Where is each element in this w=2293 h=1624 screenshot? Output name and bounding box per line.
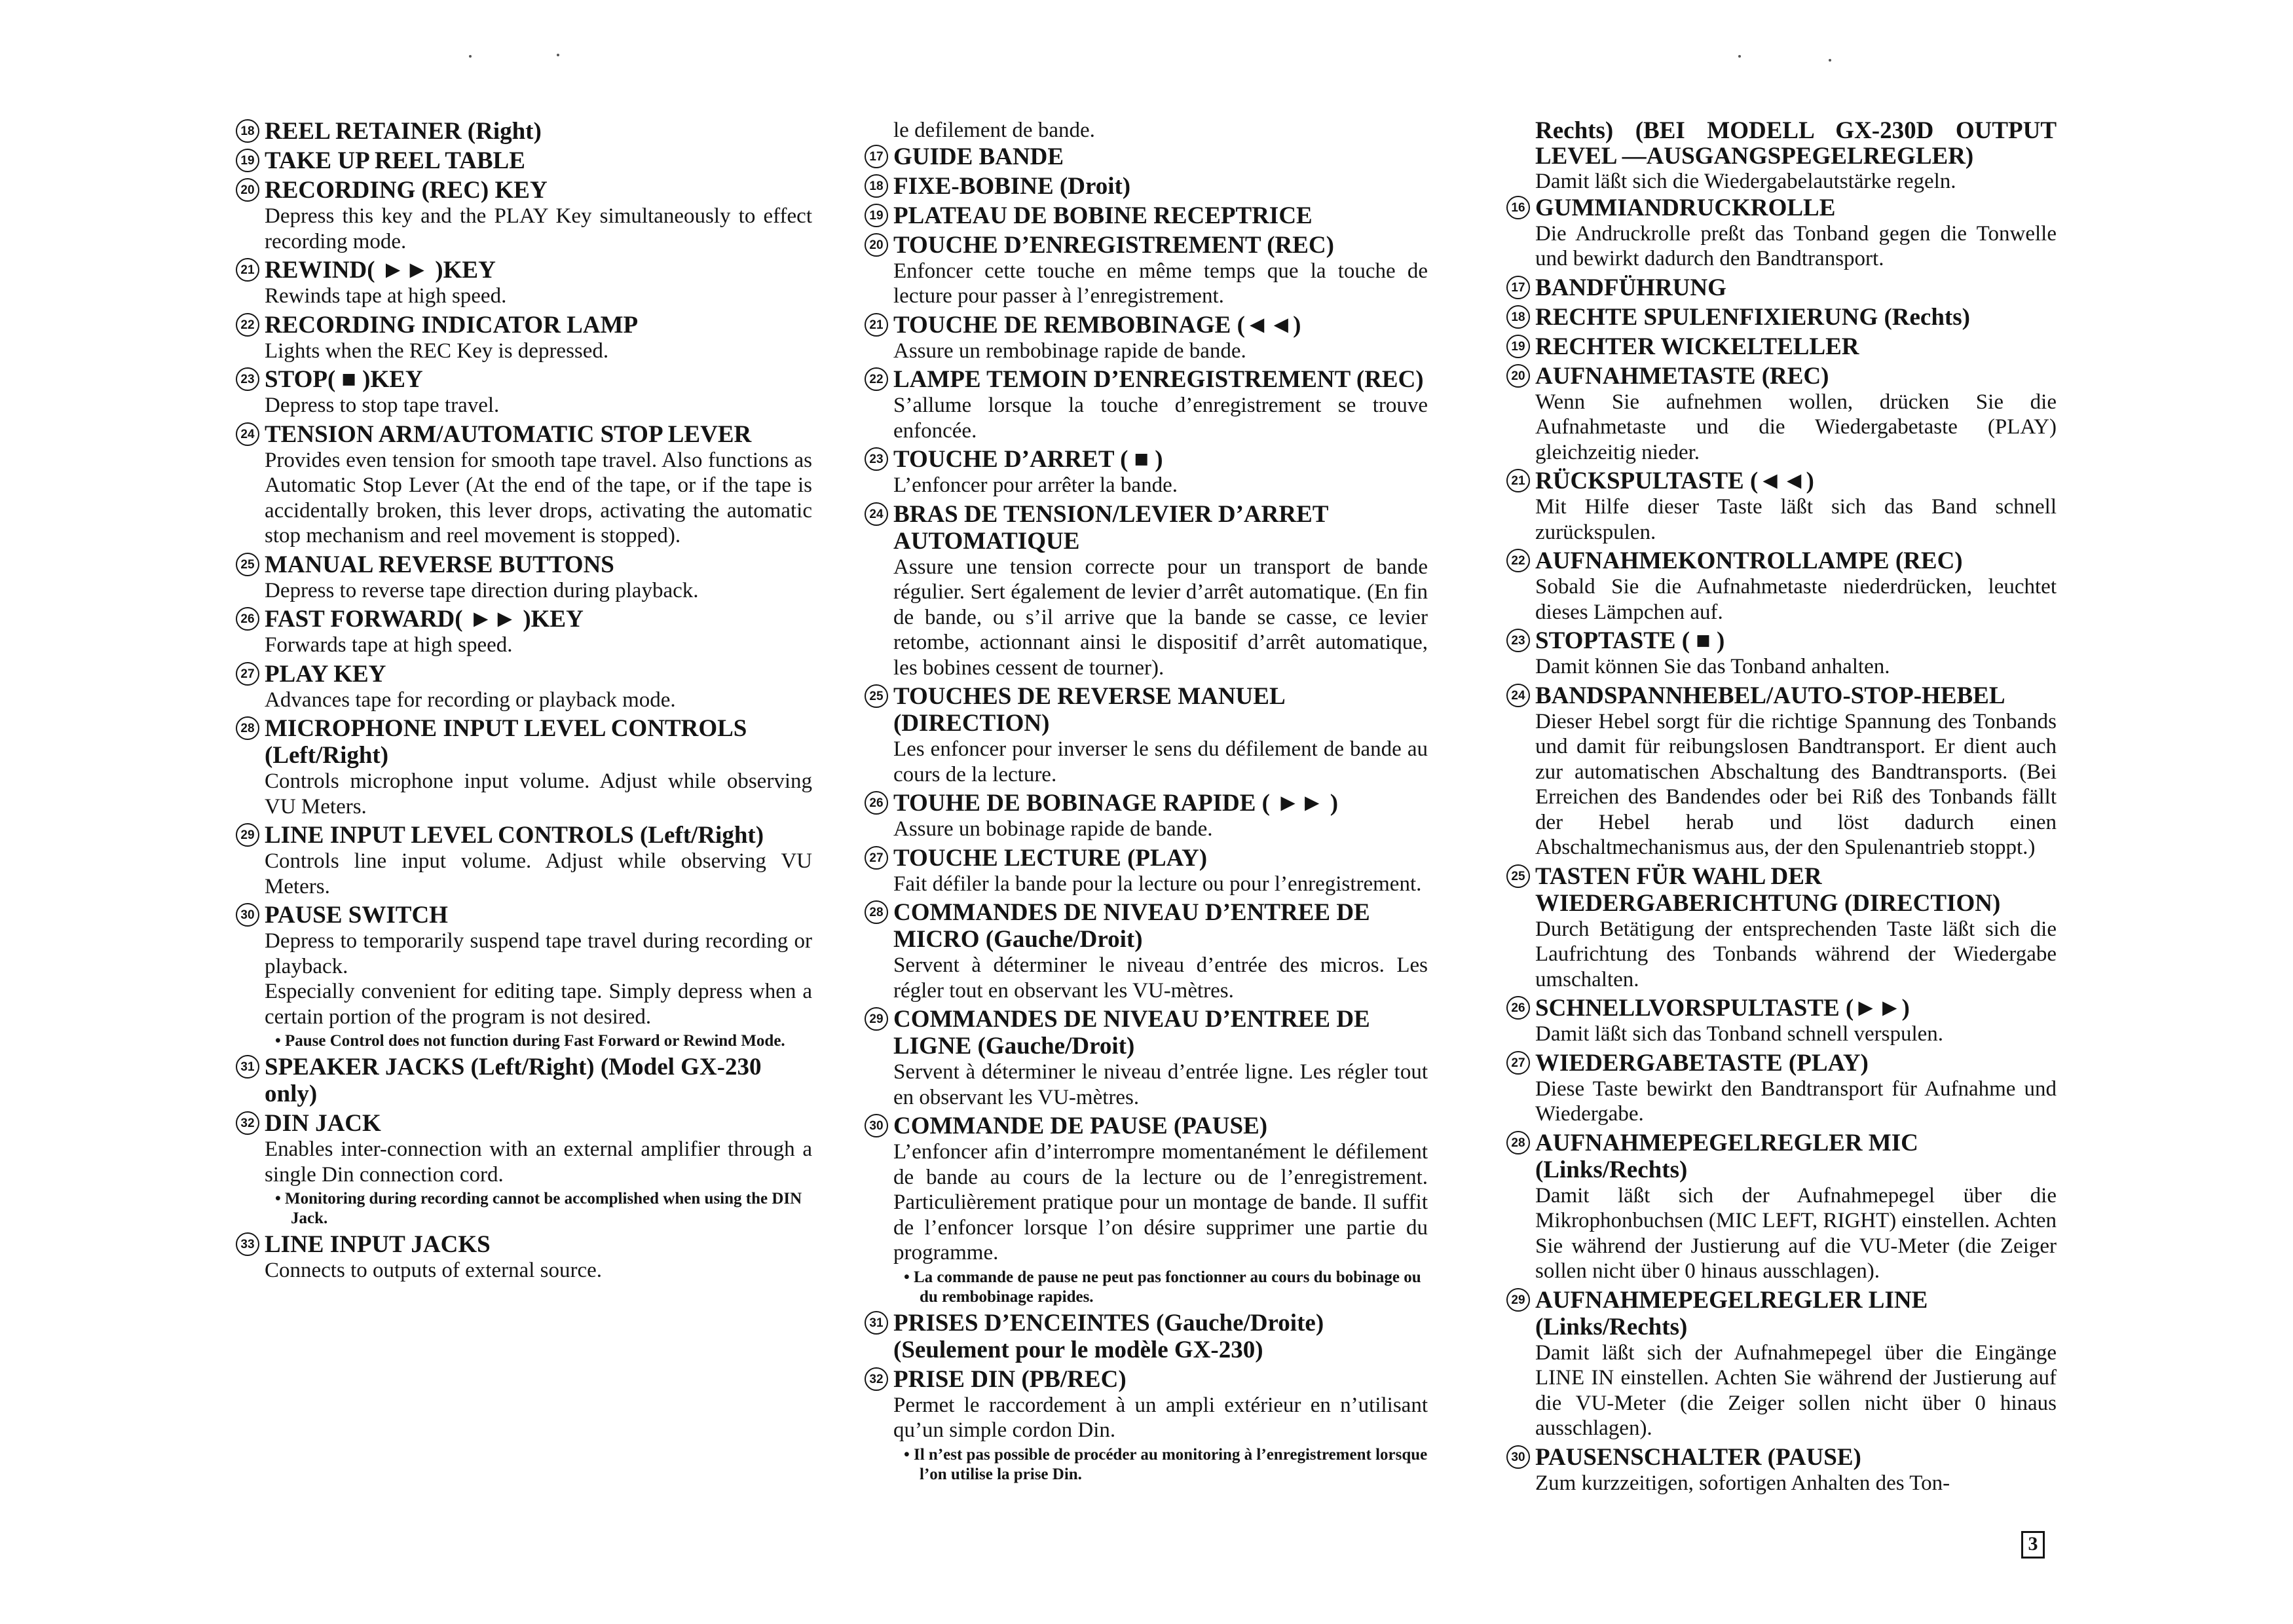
entry-heading xyxy=(236,366,812,393)
entry-title: LINE INPUT JACKS xyxy=(265,1231,491,1258)
item-number-badge: 28 xyxy=(236,716,259,740)
item-number-badge: 31 xyxy=(865,1311,888,1335)
manual-entry xyxy=(865,446,1428,498)
entry-description: Fait défiler la bande pour la lecture ou pour l’enregistrement. xyxy=(893,872,1422,896)
item-number-badge: 30 xyxy=(236,903,259,927)
entry-heading xyxy=(865,232,1428,259)
manual-entry xyxy=(236,118,812,145)
entry-title: BANDSPANNHEBEL/AUTO-STOP-HEBEL xyxy=(1535,682,2005,709)
manual-entry xyxy=(236,1110,812,1228)
manual-entry xyxy=(865,1113,1428,1307)
french-column xyxy=(865,118,1428,1487)
entry-heading xyxy=(865,1006,1428,1060)
item-number-badge: 29 xyxy=(865,1007,888,1031)
entry-heading xyxy=(236,312,812,339)
entry-description: Servent à déterminer le niveau d’entrée ligne. Les régler tout en observant les VU-mètres. xyxy=(893,1060,1428,1109)
entry-heading xyxy=(1506,1444,2057,1471)
entry-title: TOUCHES DE REVERSE MANUEL (DIRECTION) xyxy=(893,683,1284,737)
manual-entry xyxy=(865,1006,1428,1110)
manual-entry xyxy=(865,173,1428,200)
item-number-badge: 30 xyxy=(865,1114,888,1137)
entry-heading xyxy=(865,1366,1428,1393)
scan-speck xyxy=(557,54,559,56)
entry-description: Servent à déterminer le niveau d’entrée des micros. Les régler tout en observant les VU-mètres. xyxy=(893,953,1428,1003)
entry-heading xyxy=(1506,627,2057,654)
entry-heading xyxy=(865,1113,1428,1139)
entry-description: Enables inter-connection with an external amplifier through a single Din connection cord. xyxy=(265,1137,812,1187)
entry-note: • Monitoring during recording cannot be accomplished when using the DIN Jack. xyxy=(275,1190,802,1227)
entry-title: RECHTE SPULENFIXIERUNG (Rechts) xyxy=(1535,303,1970,331)
manual-entry xyxy=(1506,1287,2057,1441)
manual-entry xyxy=(1506,363,2057,466)
manual-entry xyxy=(865,143,1428,170)
item-number-badge: 31 xyxy=(236,1055,259,1079)
entry-heading xyxy=(236,822,812,849)
entry-heading xyxy=(865,683,1428,737)
entry-title: BRAS DE TENSION/LEVIER D’ARRET AUTOMATIQUE xyxy=(893,500,1328,555)
item-number-badge: 18 xyxy=(236,119,259,143)
entry-description: Depress to temporarily suspend tape travel during recording or playback. xyxy=(265,929,812,978)
item-number-badge: 26 xyxy=(236,607,259,631)
entry-description: Durch Betätigung der entsprechenden Taste läßt sich die Laufrichtung des Tonbands während der Wiedergabe umschalten. xyxy=(1535,917,2057,991)
item-number-badge: 21 xyxy=(1506,469,1530,492)
entry-description: Depress to reverse tape direction during playback. xyxy=(265,578,699,602)
manual-entry xyxy=(1506,547,2057,625)
entry-heading xyxy=(236,257,812,284)
manual-entry xyxy=(1506,682,2057,860)
french-lead-text: le defilement de bande. xyxy=(893,119,1095,142)
entry-title: AUFNAHMETASTE (REC) xyxy=(1535,362,1829,390)
entry-title: RECHTER WICKELTELLER xyxy=(1535,333,1859,360)
item-number-badge: 23 xyxy=(865,447,888,471)
entry-heading xyxy=(1506,1130,2057,1183)
entry-heading xyxy=(236,1110,812,1137)
german-column xyxy=(1506,118,2057,1498)
entry-description: Assure un rembobinage rapide de bande. xyxy=(893,339,1246,363)
entry-description: Provides even tension for smooth tape travel. Also functions as Automatic Stop Lever (At the end of the tape, or if the tape is accidentally broken, this lever drops, activating the automatic stop mechanism and reel movement is stopped). xyxy=(265,448,812,547)
entry-title: PAUSENSCHALTER (PAUSE) xyxy=(1535,1443,1861,1471)
page-number: 3 xyxy=(2021,1531,2045,1559)
entry-heading xyxy=(865,501,1428,555)
entry-title: MICROPHONE INPUT LEVEL CONTROLS (Left/Right) xyxy=(265,715,747,769)
entry-heading xyxy=(236,421,812,448)
item-number-badge: 21 xyxy=(865,313,888,337)
manual-entry xyxy=(865,899,1428,1003)
manual-entry xyxy=(865,683,1428,787)
entry-heading xyxy=(1506,363,2057,390)
entry-title: AUFNAHMEPEGELREGLER LINE (Links/Rechts) xyxy=(1535,1286,1928,1340)
entry-description: Sobald Sie die Aufnahmetaste niederdrücken, leuchtet dieses Lämpchen auf. xyxy=(1535,575,2057,624)
entry-description: Controls microphone input volume. Adjust while observing VU Meters. xyxy=(265,769,812,819)
entry-description: S’allume lorsque la touche d’enregistrement se trouve enfoncée. xyxy=(893,394,1428,443)
entry-description: Assure une tension correcte pour un transport de bande régulier. Sert également de levier d’arrêt automatique. (En fin de bande, ou s’il arrive que la bande se casse, ce levier retombe, actionnant ainsi le dispositif d’arrêt automatique, les bobines cessent de tourner). xyxy=(893,555,1428,680)
entry-title: FAST FORWARD( ►► )KEY xyxy=(265,606,584,633)
item-number-badge: 19 xyxy=(865,204,888,227)
entry-description: Die Andruckrolle preßt das Tonband gegen die Tonwelle und bewirkt dadurch den Bandtransport. xyxy=(1535,221,2057,270)
entry-description: Enfoncer cette touche en même temps que la touche de lecture pour passer à l’enregistrement. xyxy=(893,259,1428,308)
entry-title: DIN JACK xyxy=(265,1110,381,1137)
item-number-badge: 18 xyxy=(865,174,888,198)
manual-entry xyxy=(236,822,812,899)
entry-note: • La commande de pause ne peut pas fonctionner au cours du bobinage ou du rembobinage rapides. xyxy=(904,1268,1421,1306)
entry-heading xyxy=(1506,863,2057,917)
scan-speck xyxy=(1738,55,1741,58)
entry-heading xyxy=(236,118,812,145)
item-number-badge: 26 xyxy=(1506,996,1530,1020)
manual-entry xyxy=(865,790,1428,842)
item-number-badge: 24 xyxy=(236,422,259,446)
entry-heading xyxy=(1506,194,2057,221)
manual-entry xyxy=(236,1054,812,1107)
manual-entry xyxy=(236,606,812,658)
entry-heading xyxy=(865,202,1428,229)
entry-heading xyxy=(865,790,1428,817)
entry-description: Mit Hilfe dieser Taste läßt sich das Band schnell zurückspulen. xyxy=(1535,495,2057,544)
entry-title: TASTEN FÜR WAHL DER WIEDERGABERICHTUNG (DIRECTION) xyxy=(1535,862,2001,917)
entry-heading xyxy=(236,1054,812,1107)
entry-description: L’enfoncer afin d’interrompre momentanément le défilement de bande au cours de la lecture ou de l’enregistrement. Particulièrement pratique pour un montage de bande. Il suffit de l’enfoncer lorsque l’on désire supprimer une partie du programme. xyxy=(893,1140,1428,1264)
entry-title: RÜCKSPULTASTE (◄◄) xyxy=(1535,468,1814,494)
item-number-badge: 25 xyxy=(865,684,888,708)
manual-entry xyxy=(1506,1050,2057,1127)
item-number-badge: 25 xyxy=(236,553,259,576)
item-number-badge: 30 xyxy=(1506,1445,1530,1469)
entry-title: COMMANDES DE NIVEAU D’ENTREE DE LIGNE (Gauche/Droit) xyxy=(893,1006,1370,1060)
scan-speck xyxy=(469,55,472,58)
entry-title: LAMPE TEMOIN D’ENREGISTREMENT (REC) xyxy=(893,366,1424,393)
item-number-badge: 28 xyxy=(865,900,888,924)
entry-title: TENSION ARM/AUTOMATIC STOP LEVER xyxy=(265,420,752,448)
manual-entry xyxy=(1506,304,2057,331)
entry-description: Zum kurzzeitigen, sofortigen Anhalten des Ton- xyxy=(1535,1471,1950,1495)
item-number-badge: 27 xyxy=(865,846,888,870)
entry-title: STOPTASTE ( ■ ) xyxy=(1535,627,1725,654)
entry-title: GUIDE BANDE xyxy=(893,143,1064,170)
entry-heading xyxy=(236,661,812,688)
manual-entry xyxy=(1506,627,2057,680)
entry-title: PLAY KEY xyxy=(265,660,386,688)
entry-description: Damit läßt sich der Aufnahmepegel über die Eingänge LINE IN einstellen. Achten Sie während der Justierung auf die VU-Meter (die Zeiger sollen nicht über 0 hinaus ausschlagen). xyxy=(1535,1340,2057,1440)
item-number-badge: 16 xyxy=(1506,196,1530,219)
item-number-badge: 18 xyxy=(1506,305,1530,329)
item-number-badge: 17 xyxy=(1506,276,1530,299)
manual-entry xyxy=(1506,333,2057,360)
manual-entry xyxy=(236,257,812,309)
manual-entry xyxy=(236,551,812,604)
item-number-badge: 23 xyxy=(236,367,259,391)
item-number-badge: 19 xyxy=(1506,335,1530,358)
manual-entry xyxy=(236,421,812,549)
entry-title: RECORDING (REC) KEY xyxy=(265,177,548,204)
entry-title: MANUAL REVERSE BUTTONS xyxy=(265,551,614,578)
entry-title: AUFNAHMEPEGELREGLER MIC (Links/Rechts) xyxy=(1535,1129,1918,1183)
manual-entry xyxy=(1506,995,2057,1047)
item-number-badge: 21 xyxy=(236,258,259,282)
entry-title: COMMANDE DE PAUSE (PAUSE) xyxy=(893,1113,1268,1139)
entry-description: Lights when the REC Key is depressed. xyxy=(265,339,609,363)
item-number-badge: 24 xyxy=(1506,684,1530,707)
german-lead-title: Rechts) (BEI MODELL GX-230D OUTPUT LEVEL —AUSGANGSPEGELREGLER) xyxy=(1535,117,2057,170)
entry-heading xyxy=(1506,547,2057,574)
entry-title: TOUCHE D’ARRET ( ■ ) xyxy=(893,446,1163,473)
entry-description: Connects to outputs of external source. xyxy=(265,1259,603,1282)
entry-description: Les enfoncer pour inverser le sens du défilement de bande au cours de la lecture. xyxy=(893,737,1428,786)
entry-description: Rewinds tape at high speed. xyxy=(265,284,507,308)
manual-entry xyxy=(236,715,812,819)
entry-heading xyxy=(1506,274,2057,301)
entry-description: Assure un bobinage rapide de bande. xyxy=(893,817,1213,841)
entry-description: Depress to stop tape travel. xyxy=(265,394,500,417)
item-number-badge: 24 xyxy=(865,502,888,526)
entry-title: AUFNAHMEKONTROLLAMPE (REC) xyxy=(1535,547,1963,574)
item-number-badge: 29 xyxy=(236,823,259,847)
entry-heading xyxy=(1506,333,2057,360)
entry-title: BANDFÜHRUNG xyxy=(1535,274,1726,301)
item-number-badge: 27 xyxy=(1506,1051,1530,1075)
entry-heading xyxy=(865,366,1428,393)
entry-heading xyxy=(236,606,812,633)
item-number-badge: 22 xyxy=(1506,549,1530,572)
entry-description: Forwards tape at high speed. xyxy=(265,633,513,657)
manual-entry xyxy=(236,902,812,1051)
entry-heading xyxy=(1506,468,2057,494)
manual-entry xyxy=(236,147,812,174)
entry-title: STOP( ■ )KEY xyxy=(265,366,423,393)
entry-description: Wenn Sie aufnehmen wollen, drücken Sie die Aufnahmetaste und die Wiedergabetaste (PLAY) gleichzeitig nieder. xyxy=(1535,390,2057,464)
english-column xyxy=(236,118,812,1286)
item-number-badge: 32 xyxy=(236,1111,259,1135)
manual-entry xyxy=(1506,274,2057,301)
manual-entry xyxy=(865,312,1428,364)
entry-heading xyxy=(236,902,812,929)
item-number-badge: 20 xyxy=(236,178,259,202)
item-number-badge: 28 xyxy=(1506,1131,1530,1154)
manual-entry xyxy=(236,366,812,418)
entry-heading xyxy=(865,143,1428,170)
entry-title: COMMANDES DE NIVEAU D’ENTREE DE MICRO (Gauche/Droit) xyxy=(893,899,1370,953)
entry-title: SCHNELLVORSPULTASTE (►►) xyxy=(1535,995,1910,1022)
entry-title: FIXE-BOBINE (Droit) xyxy=(893,172,1131,200)
manual-entry xyxy=(236,177,812,254)
entry-heading xyxy=(236,177,812,204)
entry-heading xyxy=(1506,995,2057,1022)
item-number-badge: 25 xyxy=(1506,864,1530,888)
entry-title: PLATEAU DE BOBINE RECEPTRICE xyxy=(893,202,1313,229)
entry-title: SPEAKER JACKS (Left/Right) (Model GX-230 only) xyxy=(265,1054,762,1107)
entry-description: Depress this key and the PLAY Key simultaneously to effect recording mode. xyxy=(265,204,812,253)
entry-title: TAKE UP REEL TABLE xyxy=(265,147,525,174)
item-number-badge: 22 xyxy=(865,367,888,391)
entry-heading xyxy=(236,1231,812,1258)
entry-title: PRISE DIN (PB/REC) xyxy=(893,1365,1127,1393)
entry-description: Advances tape for recording or playback mode. xyxy=(265,688,676,712)
entry-heading xyxy=(865,312,1428,339)
entry-description: Permet le raccordement à un ampli extérieur en n’utilisant qu’un simple cordon Din. xyxy=(893,1393,1428,1442)
entry-title: TOUCHE D’ENREGISTREMENT (REC) xyxy=(893,231,1334,259)
manual-entry xyxy=(1506,1444,2057,1496)
manual-entry xyxy=(865,1366,1428,1485)
item-number-badge: 17 xyxy=(865,145,888,168)
entry-description: Damit läßt sich das Tonband schnell verspulen. xyxy=(1535,1022,1944,1046)
entry-heading xyxy=(865,899,1428,953)
item-number-badge: 27 xyxy=(236,662,259,686)
manual-entry xyxy=(865,366,1428,443)
entry-note: • Il n’est pas possible de procéder au monitoring à l’enregistrement lorsque l’on utilise la prise Din. xyxy=(904,1445,1428,1483)
entry-title: TOUCHE DE REMBOBINAGE (◄◄) xyxy=(893,311,1301,339)
entry-heading xyxy=(1506,682,2057,709)
entry-description: L’enfoncer pour arrêter la bande. xyxy=(893,473,1178,497)
manual-entry xyxy=(236,1231,812,1283)
manual-entry xyxy=(1506,468,2057,545)
entry-description: Diese Taste bewirkt den Bandtransport für Aufnahme und Wiedergabe. xyxy=(1535,1077,2057,1126)
entry-title: TOUHE DE BOBINAGE RAPIDE ( ►► ) xyxy=(893,790,1339,817)
item-number-badge: 29 xyxy=(1506,1288,1530,1312)
manual-entry xyxy=(865,1310,1428,1363)
item-number-badge: 20 xyxy=(1506,364,1530,388)
item-number-badge: 22 xyxy=(236,313,259,337)
entry-title: REEL RETAINER (Right) xyxy=(265,118,542,145)
entry-heading xyxy=(865,173,1428,200)
entry-description: Especially convenient for editing tape. Simply depress when a certain portion of the program is not desired. xyxy=(265,980,812,1029)
entry-description: Damit können Sie das Tonband anhalten. xyxy=(1535,655,1890,678)
entry-heading xyxy=(865,845,1428,872)
manual-entry xyxy=(865,501,1428,681)
entry-heading xyxy=(1506,1050,2057,1077)
manual-entry xyxy=(236,312,812,364)
entry-heading xyxy=(236,715,812,769)
manual-entry xyxy=(865,202,1428,229)
entry-title: PRISES D’ENCEINTES (Gauche/Droite) (Seulement pour le modèle GX-230) xyxy=(893,1309,1324,1363)
german-lead-body: Damit läßt sich die Wiedergabelautstärke regeln. xyxy=(1535,170,1956,193)
manual-entry xyxy=(1506,1130,2057,1284)
entry-title: WIEDERGABETASTE (PLAY) xyxy=(1535,1049,1869,1077)
item-number-badge: 20 xyxy=(865,233,888,257)
item-number-badge: 26 xyxy=(865,791,888,815)
entry-heading xyxy=(236,551,812,578)
manual-entry xyxy=(236,661,812,713)
manual-entry xyxy=(865,845,1428,897)
entry-description: Controls line input volume. Adjust while observing VU Meters. xyxy=(265,849,812,898)
manual-entry xyxy=(1506,863,2057,993)
entry-title: TOUCHE LECTURE (PLAY) xyxy=(893,844,1208,872)
entry-heading xyxy=(1506,1287,2057,1340)
entry-title: LINE INPUT LEVEL CONTROLS (Left/Right) xyxy=(265,822,764,849)
item-number-badge: 32 xyxy=(865,1367,888,1391)
item-number-badge: 33 xyxy=(236,1232,259,1256)
entry-title: RECORDING INDICATOR LAMP xyxy=(265,311,639,339)
entry-heading xyxy=(865,1310,1428,1363)
manual-entry xyxy=(1506,194,2057,272)
entry-heading xyxy=(1506,304,2057,331)
entry-description: Damit läßt sich der Aufnahmepegel über die Mikrophonbuchsen (MIC LEFT, RIGHT) einstellen. Achten Sie während der Justierung auf die VU-Meter (die Zeiger sollen nicht über 0 hinaus ausschlagen). xyxy=(1535,1183,2057,1283)
entry-note: • Pause Control does not function during Fast Forward or Rewind Mode. xyxy=(275,1032,785,1050)
entry-title: PAUSE SWITCH xyxy=(265,902,448,929)
manual-entry xyxy=(865,232,1428,309)
entry-title: REWIND( ►► )KEY xyxy=(265,257,496,284)
entry-heading xyxy=(865,446,1428,473)
item-number-badge: 19 xyxy=(236,149,259,172)
entry-title: GUMMIANDRUCKROLLE xyxy=(1535,194,1836,221)
entry-description: Dieser Hebel sorgt für die richtige Spannung des Tonbands und damit für reibungslosen Bandtransport. Er dient auch zur automatischen Abschaltung des Bandtransports. (Bei Erreichen des Bandendes oder bei Riß des Tonbands fällt der Hebel herab und löst dadurch einen Abschaltmechanismus aus, der den Spulenantrieb stoppt.) xyxy=(1535,709,2057,859)
scan-speck xyxy=(1829,59,1831,62)
item-number-badge: 23 xyxy=(1506,629,1530,652)
entry-heading xyxy=(236,147,812,174)
